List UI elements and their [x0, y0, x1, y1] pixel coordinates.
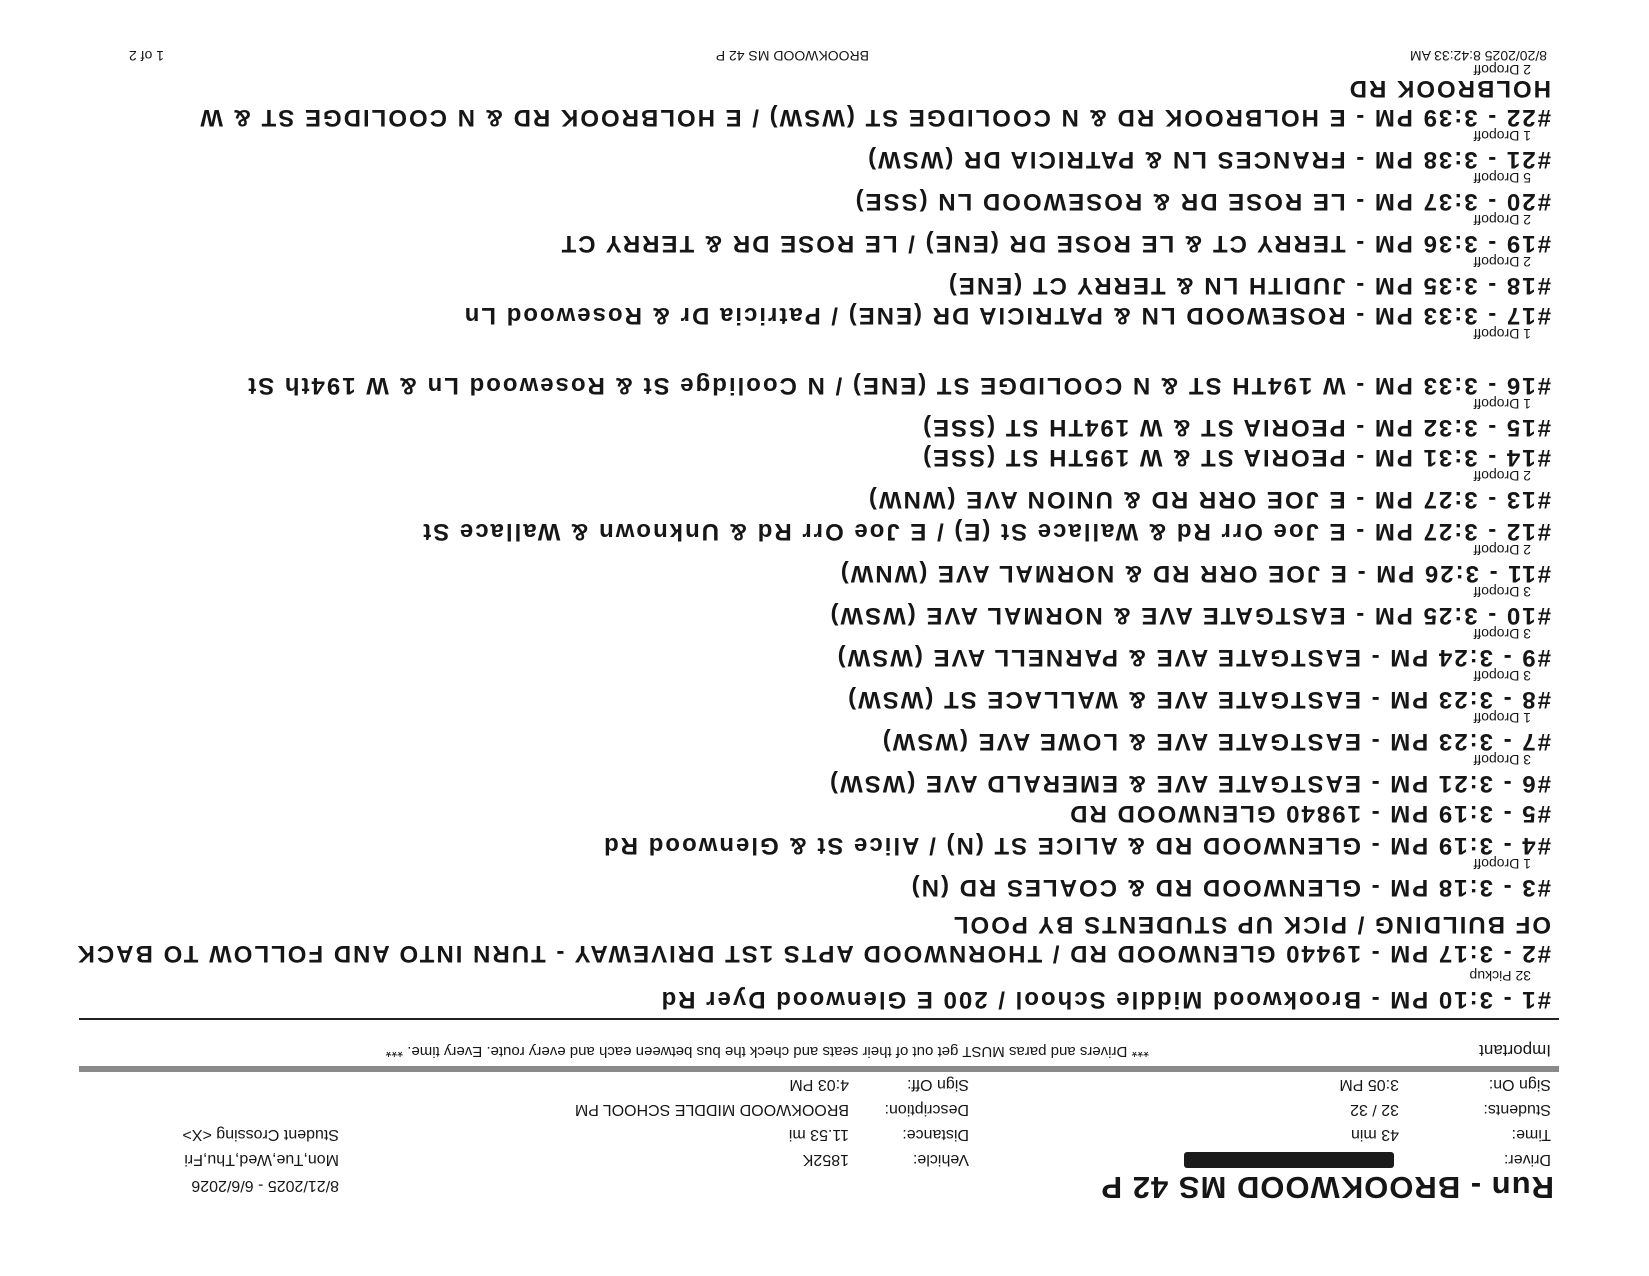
important-notice: *** Drivers and paras MUST get out of their seats and check the bus between each and every route. Every time. *** — [385, 1043, 1149, 1060]
stop-10-note: 3 Dropoff — [1473, 584, 1531, 600]
stop-6: #6 - 3:21 PM - EASTGATE AVE & EMERALD AVE (WSW) — [828, 770, 1551, 797]
stop-11-note: 2 Dropoff — [1473, 542, 1531, 558]
important-label: Important — [1479, 1041, 1551, 1060]
stop-8-note: 3 Dropoff — [1473, 668, 1531, 684]
students-value: 32 / 32 — [1350, 1101, 1399, 1118]
stop-22-note: 2 Dropoff — [1473, 62, 1531, 78]
driver-label: Driver: — [1503, 1151, 1551, 1168]
stop-3-note: 1 Dropoff — [1473, 856, 1531, 872]
students-label: Students: — [1483, 1101, 1551, 1118]
sign-on-value: 3:05 PM — [1339, 1076, 1399, 1093]
stop-22: #22 - 3:39 PM - E HOLBROOK RD & N COOLIDGE ST (WSW) / E HOLBROOK RD & N COOLIDGE ST & W HOLBROOK RD — [198, 75, 1551, 131]
stop-6-note: 3 Dropoff — [1473, 752, 1531, 768]
stop-7-note: 1 Dropoff — [1473, 710, 1531, 726]
stop-1: #1 - 3:10 PM - Brookwood Middle School / 200 E Glenwood Dyer Rd — [659, 986, 1551, 1013]
stop-14: #14 - 3:31 PM - PEORIA ST & W 195TH ST (SSE) — [921, 444, 1551, 471]
date-range: 8/21/2025 - 6/6/2026 — [191, 1177, 339, 1194]
stop-3: #3 - 3:18 PM - GLENWOOD RD & COALES RD (N) — [909, 874, 1551, 901]
stop-17: #17 - 3:33 PM - ROSEWOOD LN & PATRICIA DR (ENE) / Patricia Dr & Rosewood Ln — [462, 302, 1551, 329]
stop-9: #9 - 3:24 PM - EASTGATE AVE & PARNELL AVE (WSW) — [835, 644, 1551, 671]
stop-16-note: 1 Dropoff — [1473, 326, 1531, 342]
stop-20: #20 - 3:37 PM - LE ROSE DR & ROSEWOOD LN (SSE) — [853, 188, 1551, 215]
stop-5: #5 - 3:19 PM - 19840 GLENWOOD RD — [1068, 800, 1551, 827]
stop-9-note: 3 Dropoff — [1473, 626, 1531, 642]
stop-21: #21 - 3:38 PM - FRANCES LN & PATRICIA DR (WSW) — [866, 146, 1551, 173]
sign-off-value: 4:03 PM — [789, 1076, 849, 1093]
distance-value: 11.53 mi — [788, 1126, 849, 1143]
stop-10: #10 - 3:25 PM - EASTGATE AVE & NORMAL AVE (WSW) — [828, 602, 1551, 629]
time-value: 43 min — [1350, 1126, 1399, 1143]
vehicle-label: Vehicle: — [912, 1151, 969, 1168]
stop-7: #7 - 3:23 PM - EASTGATE AVE & LOWE AVE (WSW) — [880, 728, 1551, 755]
vehicle-value: 1852K — [802, 1151, 849, 1168]
redacted-driver-name — [1184, 1152, 1394, 1168]
student-crossing: Student Crossing <X> — [182, 1126, 339, 1143]
stop-4: #4 - 3:19 PM - GLENWOOD RD & ALICE ST (N) / Alice St & Glenwood Rd — [602, 832, 1551, 859]
divider-bar — [79, 1066, 1559, 1072]
description-label: Description: — [884, 1101, 969, 1118]
stop-19-note: 2 Dropoff — [1473, 212, 1531, 228]
stop-20-note: 5 Dropoff — [1473, 170, 1531, 186]
time-label: Time: — [1511, 1126, 1551, 1143]
stop-16: #16 - 3:33 PM - W 194TH ST & N COOLIDGE ST (ENE) / N Coolidge St & Rosewood Ln & W 194th St — [246, 372, 1551, 399]
distance-label: Distance: — [902, 1126, 969, 1143]
stop-2: #2 - 3:17 PM - 19440 GLENWOOD RD / THORNWOOD APTS 1ST DRIVEWAY - TURN INTO AND FOLLOW TO BACK OF BUILDING / PICK UP STUDENTS BY POOL — [75, 911, 1551, 967]
footer-run-name: BROOKWOOD MS 42 P — [715, 48, 869, 64]
stop-1-note: 32 Pickup — [1469, 968, 1531, 984]
sign-on-label: Sign On: — [1488, 1076, 1551, 1093]
stop-8: #8 - 3:23 PM - EASTGATE AVE & WALLACE ST (WSW) — [846, 686, 1551, 713]
stop-18: #18 - 3:35 PM - JUDITH LN & TERRY CT (ENE) — [946, 272, 1551, 299]
run-title: Run - BROOKWOOD MS 42 P — [1100, 1170, 1554, 1205]
stop-21-note: 1 Dropoff — [1473, 128, 1531, 144]
stop-19: #19 - 3:36 PM - TERRY CT & LE ROSE DR (ENE) / LE ROSE DR & TERRY CT — [559, 230, 1551, 257]
page-number: 1 of 2 — [128, 48, 164, 64]
stop-15: #15 - 3:32 PM - PEORIA ST & W 194TH ST (SSE) — [921, 414, 1551, 441]
print-timestamp: 8/20/2025 8:42:33 AM — [1410, 48, 1547, 64]
operating-days: Mon,Tue,Wed,Thu,Fri — [184, 1151, 339, 1168]
divider-line — [79, 1018, 1559, 1020]
description-value: BROOKWOOD MIDDLE SCHOOL PM — [574, 1101, 849, 1118]
stop-18-note: 2 Dropoff — [1473, 254, 1531, 270]
stop-15-note: 1 Dropoff — [1473, 396, 1531, 412]
stop-13-note: 2 Dropoff — [1473, 468, 1531, 484]
stop-13: #13 - 3:27 PM - E JOE ORR RD & UNION AVE (WNW) — [866, 486, 1551, 513]
sign-off-label: Sign Off: — [907, 1076, 969, 1093]
stop-12: #12 - 3:27 PM - E Joe Orr Rd & Wallace St (E) / E Joe Orr Rd & Unknown & Wallace St — [421, 518, 1551, 545]
stop-11: #11 - 3:26 PM - E JOE ORR RD & NORMAL AVE (WNW) — [838, 560, 1551, 587]
